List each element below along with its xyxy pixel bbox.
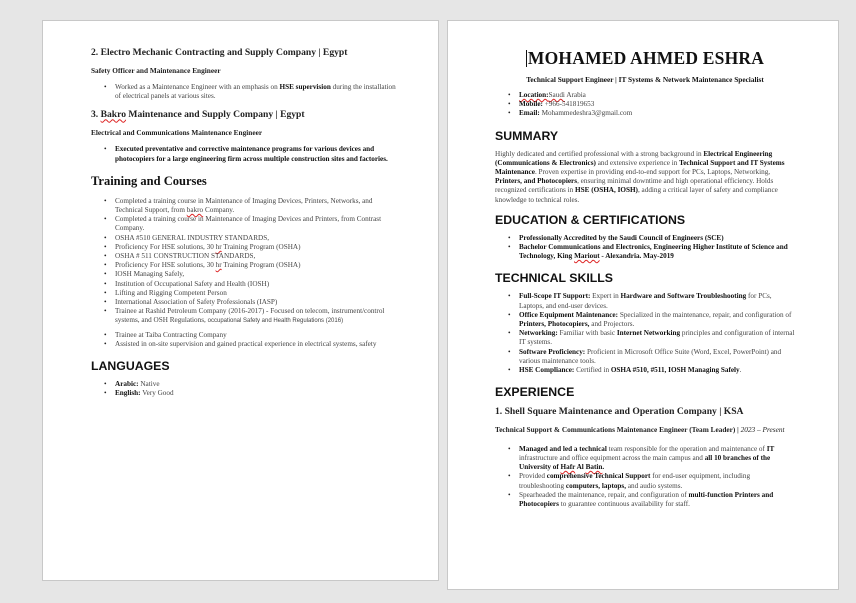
list-item bbox=[519, 243, 795, 261]
text-run: Company. bbox=[203, 206, 235, 215]
list-item bbox=[115, 261, 396, 270]
company-2-heading: 2. Electro Mechanic Contracting and Supply Company | Egypt bbox=[91, 47, 348, 58]
list-item bbox=[519, 234, 795, 243]
misspelled-word: hr bbox=[215, 242, 222, 251]
text-run: HSE supervision bbox=[279, 83, 331, 91]
list-item bbox=[519, 91, 795, 100]
text-run: Provided bbox=[519, 472, 547, 481]
document-page-2 bbox=[447, 20, 839, 590]
text-run: multi-function Printers and Photocopiers bbox=[519, 490, 774, 508]
text-run: Electrical Engineering (Communications & Electronics) bbox=[495, 149, 773, 167]
text-run: English: bbox=[115, 389, 141, 398]
training-heading: Training and Courses bbox=[91, 173, 207, 188]
list-item bbox=[115, 340, 396, 349]
list-item bbox=[115, 307, 396, 326]
text-run: IT bbox=[766, 444, 775, 453]
text-run: HSE (OSHA, IOSH) bbox=[575, 186, 638, 195]
text-run: Highly dedicated and certified professional with a strong background in bbox=[495, 149, 704, 158]
languages-heading: LANGUAGES bbox=[91, 359, 170, 374]
text-run: Training Program (OSHA) bbox=[221, 242, 301, 251]
text-run: Hardware and Software Troubleshooting bbox=[620, 292, 747, 301]
list-item bbox=[115, 252, 396, 261]
list-item bbox=[115, 298, 396, 307]
text-run: Professionally Accredited by the Saudi Council of Engineers (SCE) bbox=[519, 233, 724, 242]
text-run: Proficient in Microsoft Office Suite (Word, Excel, PowerPoint) and various maintenance tools. bbox=[519, 347, 782, 365]
list-item bbox=[115, 280, 396, 289]
text-run: Very Good bbox=[140, 389, 174, 398]
text-run: Training Program (OSHA) bbox=[221, 261, 301, 270]
contact-list bbox=[495, 91, 795, 119]
text-run: OSHA #510, #511, IOSH Managing Safely bbox=[610, 366, 740, 375]
text-run: and audio systems. bbox=[626, 481, 683, 490]
summary-text bbox=[495, 150, 795, 205]
list-item bbox=[519, 100, 795, 109]
list-item bbox=[519, 445, 795, 473]
education-list bbox=[495, 234, 795, 262]
list-item bbox=[115, 389, 396, 398]
text-run: computers, laptops, bbox=[565, 481, 627, 490]
misspelled-word: bakro bbox=[186, 206, 204, 215]
text-run: , ensuring minimal downtime and high operational efficiency. Holds recognized certifications in bbox=[495, 177, 774, 195]
misspelled-word: Location: bbox=[519, 91, 549, 99]
text-run: Full-Scope IT Support: bbox=[519, 292, 591, 301]
text-run: during the installation of electrical panels at various sites. bbox=[115, 83, 396, 101]
misspelled-word: Hafr bbox=[560, 463, 576, 472]
experience-heading: EXPERIENCE bbox=[495, 385, 575, 400]
skills-list bbox=[495, 292, 795, 375]
list-item bbox=[115, 380, 396, 389]
text-run: Arabia bbox=[564, 91, 586, 99]
text-cursor bbox=[526, 50, 527, 67]
list-item bbox=[115, 234, 396, 243]
list-item bbox=[115, 197, 396, 215]
list-item bbox=[519, 311, 795, 329]
text-run: Internet Networking bbox=[616, 329, 681, 338]
text-run: OSHA # 511 CONSTRUCTION STANDARDS, bbox=[115, 252, 256, 261]
text-run: Proficiency For HSE solutions, 30 bbox=[115, 242, 216, 251]
page-2-content bbox=[495, 47, 795, 517]
resume-subtitle: Technical Support Engineer | IT Systems & Network Maintenance Specialist bbox=[526, 75, 764, 84]
text-run: Bachelor Communications and Electronics, Engineering Higher Institute of Science and Technology, King bbox=[519, 243, 788, 261]
text-run: - Alexandria. May-2019 bbox=[599, 252, 674, 261]
text-run: Spearheaded the maintenance, repair, and configuration of bbox=[519, 490, 689, 499]
company-3-role: Electrical and Communications Maintenance Engineer bbox=[91, 128, 263, 138]
misspelled-word: Bakro bbox=[100, 109, 127, 121]
list-item bbox=[519, 292, 795, 310]
text-run: Technical Support and IT Systems Maintenance bbox=[495, 158, 785, 177]
summary-heading: SUMMARY bbox=[495, 128, 559, 143]
text-run: Lifting and Rigging Competent Person bbox=[115, 288, 227, 297]
list-item bbox=[519, 472, 795, 490]
text-run: . Proven expertise in providing end-to-end support for PCs, Laptops, Networking, bbox=[534, 168, 771, 177]
list-item bbox=[115, 331, 396, 340]
experience-bullets bbox=[495, 445, 795, 509]
text-run: infrastructure and office equipment across the main campus and bbox=[519, 453, 705, 462]
heading-text: Maintenance and Supply Company | Egypt bbox=[126, 109, 305, 121]
text-run: , adding a critical layer of safety and compliance knowledge to technical roles. bbox=[495, 186, 778, 204]
list-item bbox=[519, 329, 795, 347]
page-1-content bbox=[91, 47, 396, 406]
text-run: comprehensive Technical Support bbox=[546, 472, 651, 481]
training-list-2 bbox=[91, 331, 396, 349]
text-run: Executed preventative and corrective maintenance programs for various devices and photocopiers for a large engineering firm across multiple construction sites and factories. bbox=[115, 145, 388, 163]
text-run: Managed and led a technical bbox=[519, 444, 607, 453]
text-run: Trainee at Taiba Contracting Company bbox=[115, 330, 227, 339]
text-run: and extensive experience in bbox=[595, 158, 680, 167]
misspelled-word: hr bbox=[215, 261, 222, 270]
text-run: Institution of Occupational Safety and Health (IOSH) bbox=[115, 279, 270, 288]
list-item bbox=[519, 491, 795, 509]
languages-list bbox=[91, 380, 396, 398]
text-run: . bbox=[739, 366, 742, 375]
text-run: Expert in bbox=[590, 292, 621, 301]
role-text: Technical Support & Communications Maintenance Engineer (Team Leader) | bbox=[495, 425, 739, 435]
text-run: Mohammedeshra3@gmail.com bbox=[539, 109, 633, 118]
text-run: Worked as a Maintenance Engineer with an emphasis on bbox=[115, 83, 280, 91]
company-3-heading bbox=[91, 109, 396, 120]
text-run: to guarantee continuous availability for staff. bbox=[558, 499, 690, 508]
text-run: Proficiency For HSE solutions, 30 bbox=[115, 261, 216, 270]
experience-role bbox=[495, 425, 795, 435]
misspelled-word: Mariout bbox=[574, 252, 600, 261]
company-2-bullets bbox=[91, 83, 396, 101]
text-run: Completed a training course in Maintenance of Imaging Devices, Printers, Networks, and Technical Support, from bbox=[115, 196, 373, 215]
list-item bbox=[115, 243, 396, 252]
list-item bbox=[115, 270, 396, 279]
heading-text: 3. bbox=[91, 109, 101, 121]
resume-name[interactable] bbox=[495, 48, 795, 69]
text-run: Software Proficiency: bbox=[519, 347, 586, 356]
text-run: Networking: bbox=[519, 329, 558, 338]
text-run: Office Equipment Maintenance: bbox=[519, 310, 619, 319]
text-run: Printers, Photocopiers, bbox=[519, 320, 590, 329]
role-dates: 2023 – Present bbox=[738, 425, 785, 435]
text-run: Trainee at Rashid Petroleum Company (2016-2017) - Focused on telecom, instrument/control systems, and OSH Regulations, bbox=[115, 307, 385, 325]
name-text: MOHAMED AHMED ESHRA bbox=[527, 48, 765, 68]
text-run: principles and configuration of internal IT systems. bbox=[519, 329, 795, 347]
text-run: all 10 branches of the University of bbox=[519, 453, 771, 472]
text-run: team responsible for the operation and maintenance of bbox=[606, 444, 767, 453]
text-run: Al bbox=[575, 463, 586, 472]
company-3-bullets bbox=[91, 145, 396, 163]
list-item bbox=[115, 215, 396, 233]
text-run: Printers, and Photocopiers bbox=[495, 177, 578, 186]
text-run: International Association of Safety Professionals (IASP) bbox=[115, 298, 278, 307]
list-item bbox=[115, 289, 396, 298]
text-run: for PCs, Laptops, and end-user devices. bbox=[519, 292, 772, 310]
text-run: Specialized in the maintenance, repair, and configuration of bbox=[618, 310, 792, 319]
list-item bbox=[519, 109, 795, 118]
text-run: OSHA #510 GENERAL INDUSTRY STANDARDS, bbox=[115, 233, 270, 242]
list-item bbox=[115, 145, 396, 163]
text-run: occupational Safety and Health Regulations (2016) bbox=[207, 318, 344, 325]
skills-heading: TECHNICAL SKILLS bbox=[495, 271, 613, 286]
text-run: Email: bbox=[519, 109, 540, 118]
misspelled-word: Batin bbox=[585, 463, 603, 472]
text-run: and Projectors. bbox=[589, 320, 635, 329]
text-run: for end-user equipment, including troubleshooting bbox=[519, 472, 751, 490]
text-run: Native bbox=[138, 380, 160, 389]
text-run: HSE Compliance: bbox=[519, 366, 575, 375]
list-item bbox=[115, 83, 396, 101]
text-run: Certified in bbox=[574, 366, 611, 375]
text-run: Familiar with basic bbox=[557, 329, 617, 338]
list-item bbox=[519, 366, 795, 375]
text-run: . bbox=[602, 463, 605, 472]
text-run: IOSH Managing Safely, bbox=[115, 270, 185, 279]
document-page-1 bbox=[42, 20, 439, 581]
text-run: +966-541819653 bbox=[542, 100, 595, 109]
text-run: Mobile: bbox=[519, 100, 543, 109]
misspelled-word: Saudi bbox=[548, 91, 565, 99]
training-list bbox=[91, 197, 396, 327]
list-item bbox=[519, 348, 795, 366]
education-heading: EDUCATION & CERTIFICATIONS bbox=[495, 212, 686, 227]
experience-company: 1. Shell Square Maintenance and Operation Company | KSA bbox=[495, 406, 744, 418]
text-run: Completed a training course in Maintenance of Imaging Devices and Printers, from Contrast Company. bbox=[115, 215, 382, 233]
text-run: Arabic: bbox=[115, 380, 139, 389]
text-run: Assisted in on-site supervision and gained practical experience in electrical systems, safety bbox=[115, 339, 377, 348]
company-2-role: Safety Officer and Maintenance Engineer bbox=[91, 66, 221, 75]
